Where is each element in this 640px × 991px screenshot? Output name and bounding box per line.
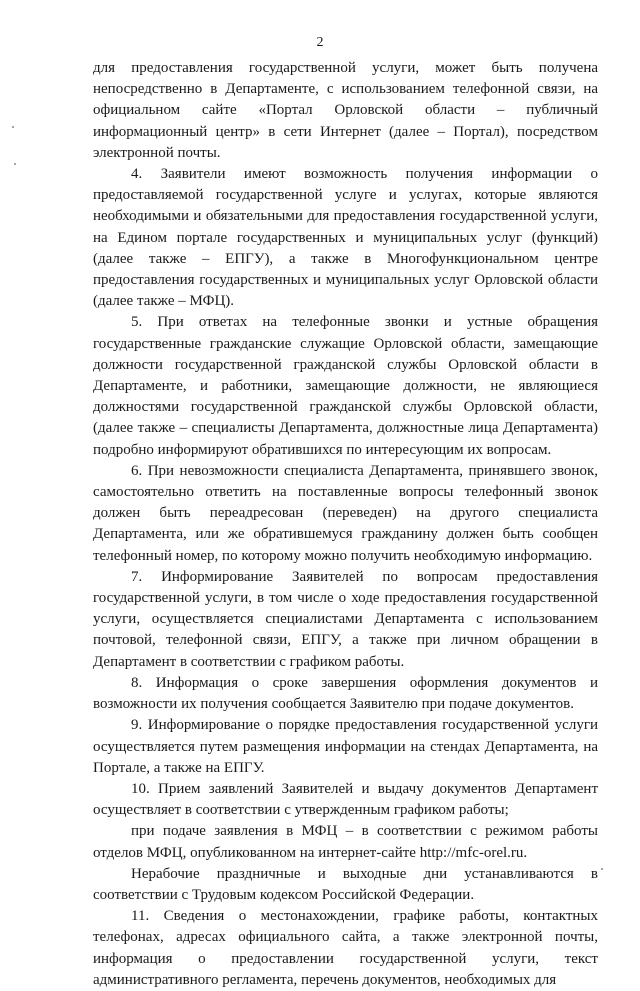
paragraph-10-mfc: при подаче заявления в МФЦ – в соответствии с режимом работы отделов МФЦ, опубликованном на интернет-сайте http://mfc-orel.ru. <box>93 823 598 861</box>
paragraph-4: 4. Заявители имеют возможность получения информации о предоставляемой государственной услуге и услугах, которые являются необходимыми и обязательными для предоставления государственной услуги, на Едином портале государственных и муниципальных услуг (функций) (далее также – ЕПГУ), а также в Многофункциональном центре предоставления государственных и муниципальных услуг Орловской области (далее также – МФЦ). <box>93 166 598 310</box>
paragraph-6: 6. При невозможности специалиста Департамента, принявшего звонок, самостоятельно ответить на поставленные вопросы телефонный звонок должен быть переадресован (переведен) на другого специалиста Департамента, или же обратившемуся гражданину должен быть сообщен телефонный номер, по которому можно получить необходимую информацию. <box>93 462 598 564</box>
paragraph-8: 8. Информация о сроке завершения оформления документов и возможности их получения сообщается Заявителю при подаче документов. <box>93 674 598 713</box>
paragraph-5: 5. При ответах на телефонные звонки и устные обращения государственные гражданские служащие Орловской области, замещающие должности государственной гражданской службы Орловской области в Департаменте, и работники, замещающие должности, не являющиеся должностями государственной гражданской службы Орловской области, (далее также – специалисты Департамента, должностные лица Департамента) подробно информируют обратившихся по интересующим их вопросам. <box>93 314 598 458</box>
document-body <box>93 58 598 991</box>
page-number: 2 <box>316 35 324 50</box>
paragraph-11: 11. Сведения о местонахождении, графике работы, контактных телефонах, адресах официального сайта, а также электронной почты, информация о предоставлении государственной услуги, текст административного регламента, перечень документов, необходимых для <box>93 908 598 988</box>
paragraph-holidays: Нерабочие праздничные и выходные дни устанавливаются в соответствии с Трудовым кодексом Российской Федерации. <box>93 865 598 903</box>
paragraph-9: 9. Информирование о порядке предоставления государственной услуги осуществляется путем размещения информации на стендах Департамента, на Портале, а также на ЕПГУ. <box>93 717 598 776</box>
scan-speck <box>601 868 603 870</box>
scan-speck <box>12 126 14 128</box>
paragraph-7: 7. Информирование Заявителей по вопросам предоставления государственной услуги, в том числе о ходе предоставления государственной услуги, осуществляется специалистами Департамента с использованием почтовой, телефонной связи, ЕПГУ, а также при личном обращении в Департамент в соответствии с графиком работы. <box>93 568 598 670</box>
paragraph-10: 10. Прием заявлений Заявителей и выдачу документов Департамент осуществляет в соответствии с утвержденным графиком работы; <box>93 780 598 819</box>
paragraph-continuation: для предоставления государственной услуги, может быть получена непосредственно в Департаменте, с использованием телефонной связи, на официальном сайте «Портал Орловской области – публичный информационный центр» в сети Интернет (далее – Портал), посредством электронной почты. <box>93 60 598 161</box>
scan-speck <box>14 163 16 165</box>
